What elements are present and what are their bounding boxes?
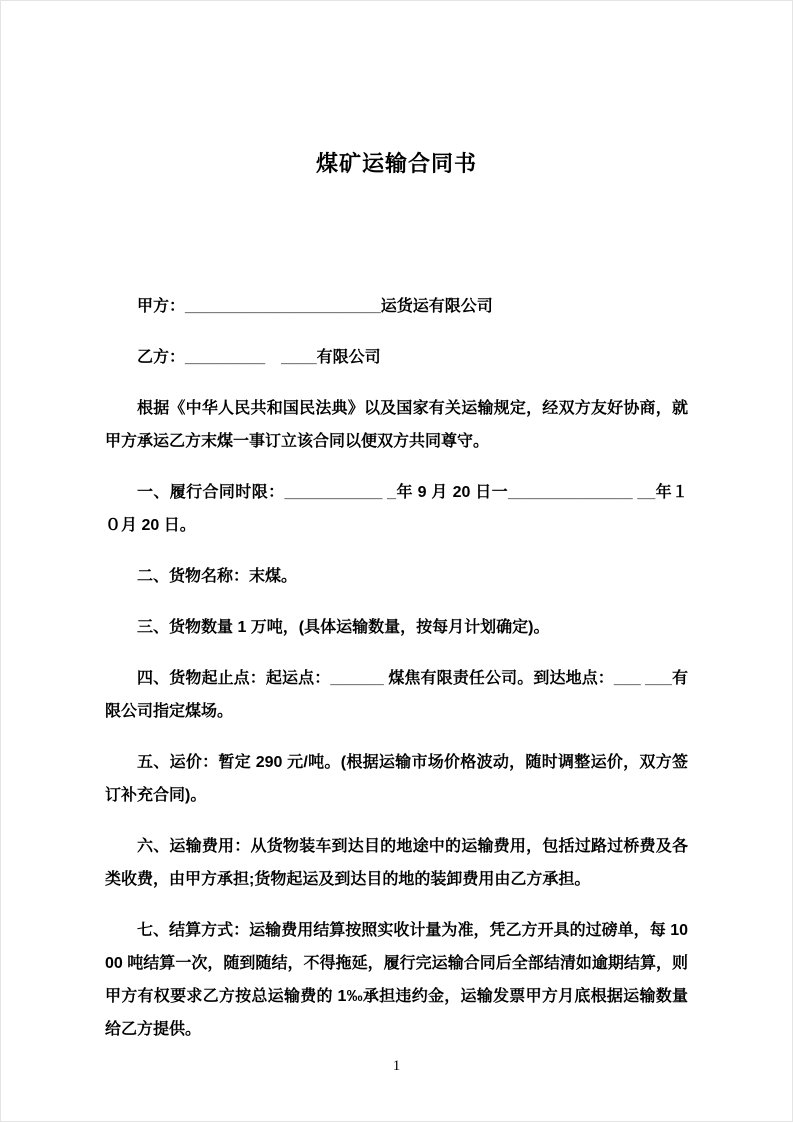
paragraph-preamble: 根据《中华人民共和国民法典》以及国家有关运输规定，经双方友好协商，就甲方承运乙方末煤一事订立该合同以便双方共同尊守。 — [105, 400, 688, 450]
document-body — [105, 290, 688, 1046]
document-title: 煤矿运输合同书 — [315, 151, 477, 176]
clause-7-settlement-method: 七、结算方式：运输费用结算按照实收计量为准，凭乙方开具的过磅单，每 1000 吨结算一次，随到随结，不得拖延，履行完运输合同后全部结清如逾期结算，则甲方有权要求乙方按总运输费的 1‰承担违约金，运输发票甲方月底根据运输数量给乙方提供。 — [105, 922, 688, 1038]
clause-5-freight-price: 五、运价：暂定 290 元/吨。(根据运输市场价格波动，随时调整运价，双方签订补充合同)。 — [105, 754, 688, 804]
clause-4-origin-destination: 四、货物起止点：起运点：______ 煤焦有限责任公司。到达地点：___ ___有限公司指定煤场。 — [105, 670, 688, 720]
paragraph-party-a: 甲方：______________________运货运有限公司 — [137, 298, 493, 315]
clause-1-contract-period: 一、履行合同时限：___________ _年 9 月 20 日一______________ __年１０月 20 日。 — [105, 484, 688, 534]
clause-2-goods-name: 二、货物名称：末煤。 — [137, 568, 298, 585]
paragraph-party-b: 乙方：_________ ____有限公司 — [137, 349, 381, 366]
clause-6-transport-costs: 六、运输费用：从货物装车到达目的地途中的运输费用，包括过路过桥费及各类收费，由甲方承担;货物起运及到达目的地的装卸费用由乙方承担。 — [105, 838, 688, 888]
clause-3-goods-quantity: 三、货物数量 1 万吨，(具体运输数量，按每月计划确定)。 — [137, 619, 550, 636]
page-number: 1 — [392, 1058, 401, 1074]
